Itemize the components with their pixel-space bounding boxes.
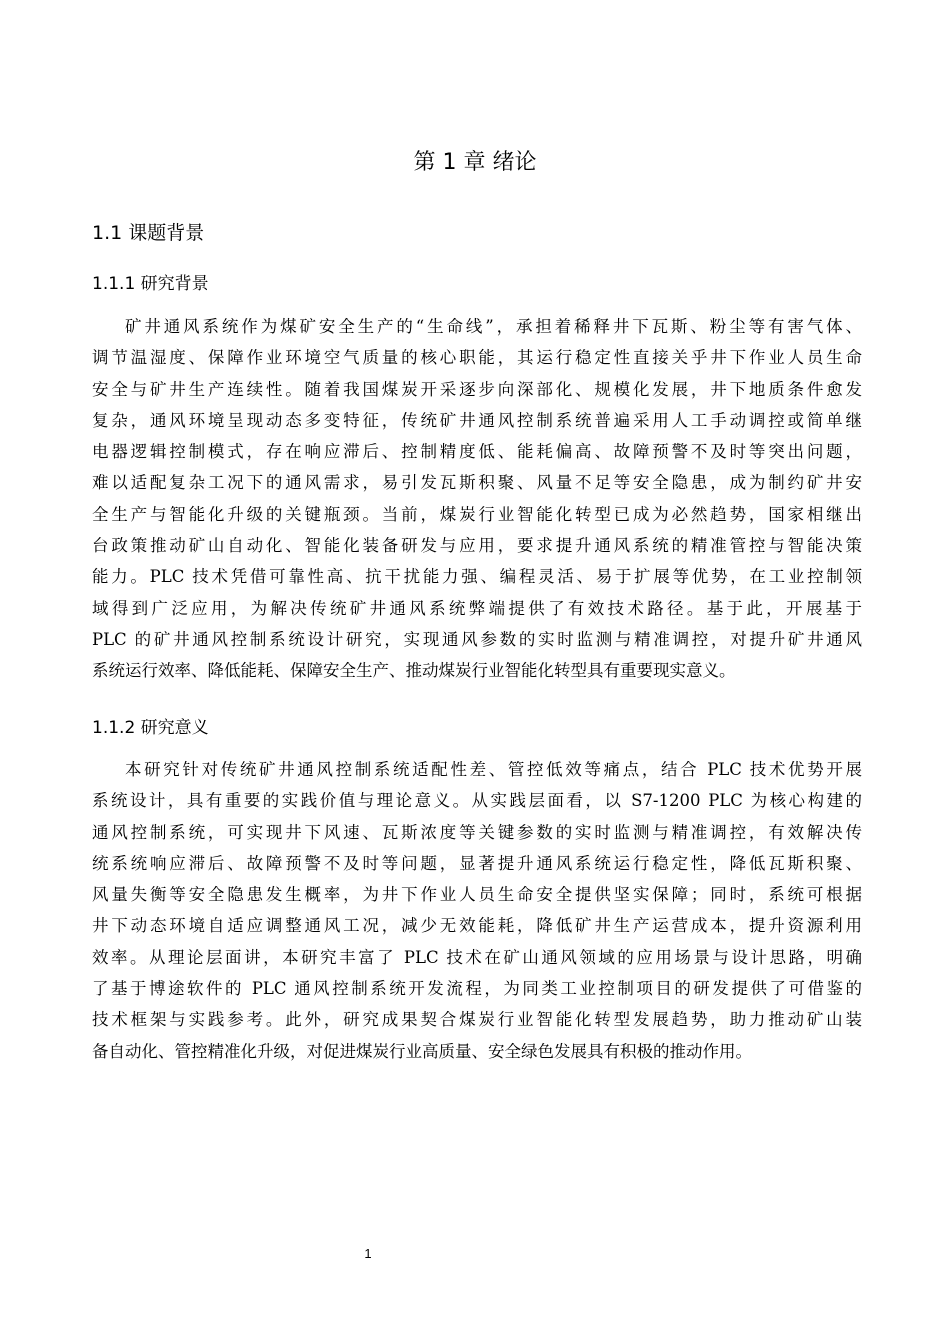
paragraph-line: 难以适配复杂工况下的通风需求，易引发瓦斯积聚、风量不足等安全隐患，成为制约矿井安 <box>92 473 862 493</box>
section-heading-1-1-1: 1.1.1 研究背景 <box>92 274 209 294</box>
paragraph-line: 井下动态环境自适应调整通风工况，减少无效能耗，降低矿井生产运营成本，提升资源利用 <box>92 916 862 936</box>
chapter-title: 第 1 章 绪论 <box>413 150 537 175</box>
paragraph-line: 矿井通风系统作为煤矿安全生产的“生命线”，承担着稀释井下瓦斯、粉尘等有害气体、 <box>125 317 862 336</box>
paragraph-line: PLC 的矿井通风控制系统设计研究，实现通风参数的实时监测与精准调控，对提升矿井通风 <box>92 629 862 649</box>
section-heading-1-1: 1.1 课题背景 <box>92 222 205 244</box>
paragraph-line: 通风控制系统，可实现井下风速、瓦斯浓度等关键参数的实时监测与精准调控，有效解决传 <box>92 822 862 842</box>
paragraph-line: 备自动化、管控精准化升级，对促进煤炭行业高质量、安全绿色发展具有积极的推动作用。 <box>92 1041 752 1061</box>
paragraph-line: 风量失衡等安全隐患发生概率，为井下作业人员生命安全提供坚实保障；同时，系统可根据 <box>92 885 862 905</box>
paragraph-line: 全生产与智能化升级的关键瓶颈。当前，煤炭行业智能化转型已成为必然趋势，国家相继出 <box>92 504 862 524</box>
paragraph-line: 台政策推动矿山自动化、智能化装备研发与应用，要求提升通风系统的精准管控与智能决策 <box>92 536 862 556</box>
paragraph-line: 效率。从理论层面讲，本研究丰富了 PLC 技术在矿山通风领域的应用场景与设计思路，明确 <box>92 947 862 967</box>
paragraph-research-background <box>92 311 862 687</box>
paragraph-line: 技术框架与实践参考。此外，研究成果契合煤炭行业智能化转型发展趋势，助力推动矿山装 <box>92 1010 862 1030</box>
paragraph-line: 系统设计，具有重要的实践价值与理论意义。从实践层面看，以 S7-1200 PLC 为核心构建的 <box>92 791 862 811</box>
paragraph-line: 本研究针对传统矿井通风控制系统适配性差、管控低效等痛点，结合 PLC 技术优势开展 <box>125 760 862 779</box>
paragraph-research-significance <box>92 754 862 1067</box>
page-number: 1 <box>364 1246 372 1261</box>
paragraph-line: 域得到广泛应用，为解决传统矿井通风系统弊端提供了有效技术路径。基于此，开展基于 <box>92 598 862 618</box>
paragraph-line: 系统运行效率、降低能耗、保障安全生产、推动煤炭行业智能化转型具有重要现实意义。 <box>92 661 736 681</box>
paragraph-line: 调节温湿度、保障作业环境空气质量的核心职能，其运行稳定性直接关乎井下作业人员生命 <box>92 348 862 368</box>
paragraph-line: 复杂，通风环境呈现动态多变特征，传统矿井通风控制系统普遍采用人工手动调控或简单继 <box>92 410 862 430</box>
paragraph-line: 电器逻辑控制模式，存在响应滞后、控制精度低、能耗偏高、故障预警不及时等突出问题， <box>92 442 862 462</box>
paragraph-line: 了基于博途软件的 PLC 通风控制系统开发流程，为同类工业控制项目的研发提供了可借鉴的 <box>92 979 862 999</box>
section-heading-1-1-2: 1.1.2 研究意义 <box>92 718 209 738</box>
paragraph-line: 能力。PLC 技术凭借可靠性高、抗干扰能力强、编程灵活、易于扩展等优势，在工业控制领 <box>92 567 862 587</box>
paragraph-line: 安全与矿井生产连续性。随着我国煤炭开采逐步向深部化、规模化发展，井下地质条件愈发 <box>92 379 862 399</box>
paragraph-line: 统系统响应滞后、故障预警不及时等问题，显著提升通风系统运行稳定性，降低瓦斯积聚、 <box>92 853 862 873</box>
